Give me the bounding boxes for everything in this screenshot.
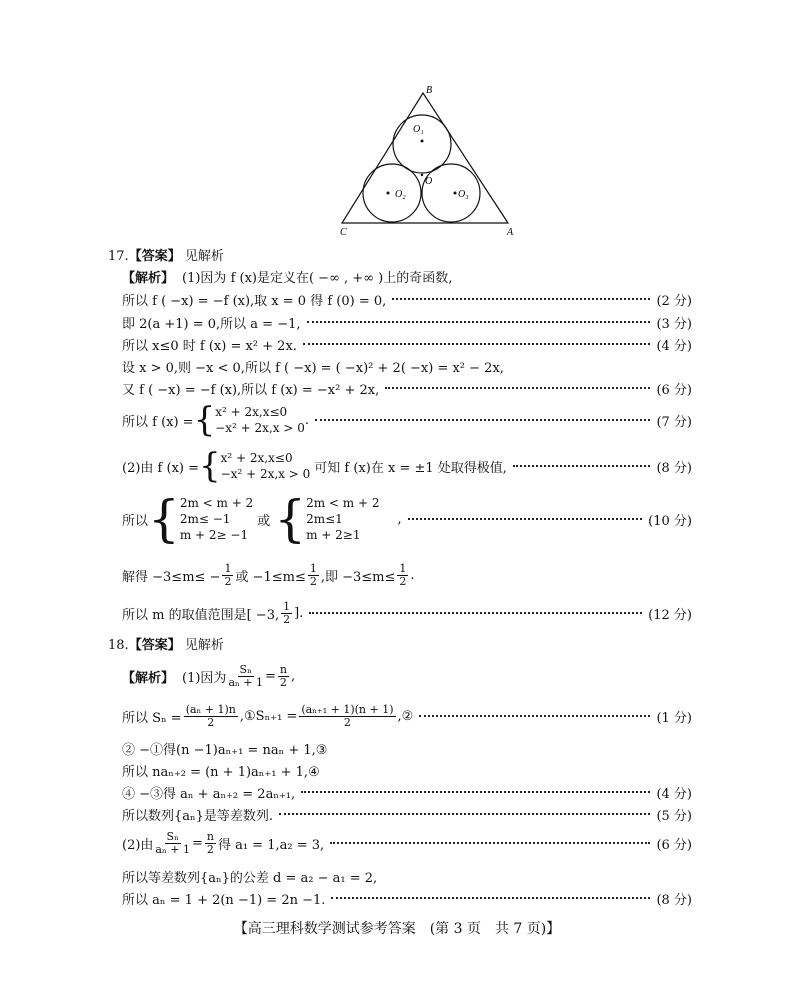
q18-score: (6 分) bbox=[656, 837, 692, 853]
left-brace: { bbox=[199, 446, 221, 486]
q17-score: (8 分) bbox=[656, 460, 692, 476]
q18-text: 所以 Sₙ = bbox=[122, 710, 182, 726]
dot-leader bbox=[309, 612, 642, 614]
q17-answer-tag: 【答案】 bbox=[128, 249, 181, 264]
fraction-num: n bbox=[206, 829, 214, 843]
q18-text: 得 a₁ = 1,a₂ = 3, bbox=[217, 837, 325, 853]
fraction-den: 2 bbox=[309, 574, 317, 588]
fraction-den: aₙ + 1 bbox=[228, 675, 263, 689]
q17-system-row: m + 2≥1 bbox=[306, 528, 361, 542]
q17-system bbox=[122, 490, 692, 548]
q17-system-row: 2m≤ −1 bbox=[179, 512, 231, 526]
fraction-den: 2 bbox=[283, 612, 291, 626]
q18-text: 所以 aₙ = 1 + 2(n −1) = 2n −1. bbox=[122, 892, 326, 908]
q17-line-1 bbox=[122, 266, 692, 286]
label-o: O bbox=[425, 176, 433, 187]
dot-leader bbox=[385, 387, 650, 389]
fraction-num: 1 bbox=[399, 561, 407, 575]
q17-part2-row: x² + 2x,x≤0 bbox=[220, 451, 293, 465]
left-brace: { bbox=[148, 490, 180, 548]
q18-text: ,①Sₙ₊₁ = bbox=[239, 708, 298, 724]
q17-solve-text: 解得 −3≤m≤ − bbox=[122, 569, 221, 585]
q18-line-2 bbox=[122, 700, 692, 732]
label-o1: O₁ bbox=[413, 124, 424, 135]
fraction bbox=[205, 831, 216, 856]
q17-text: 所以 x≤0 时 f (x) = x² + 2x. bbox=[122, 338, 297, 354]
q17-system-row: 2m < m + 2 bbox=[306, 496, 380, 510]
dot-leader bbox=[307, 321, 651, 323]
q18-score: (4 分) bbox=[656, 786, 692, 802]
q17-system-row: m + 2≥ −1 bbox=[179, 528, 249, 542]
dot-leader bbox=[419, 715, 650, 717]
q17-part2-row: −x² + 2x,x > 0 bbox=[220, 467, 311, 481]
q18-line-6 bbox=[122, 804, 692, 824]
fraction-den: 2 bbox=[343, 715, 351, 729]
fraction bbox=[397, 563, 408, 588]
dot-leader bbox=[301, 791, 650, 793]
q18-text: ,② bbox=[397, 708, 414, 724]
q17-score: (12 分) bbox=[648, 607, 692, 623]
q17-system-row: 2m≤1 bbox=[306, 512, 343, 526]
q17-line-5 bbox=[122, 356, 692, 376]
q18-text: 所以等差数列{aₙ}的公差 d = a₂ − a₁ = 2, bbox=[122, 870, 378, 886]
q17-solve-text: . bbox=[410, 567, 415, 583]
q18-line-7 bbox=[122, 866, 692, 886]
dot-leader bbox=[408, 518, 643, 520]
q18-text: 所以数列{aₙ}是等差数列. bbox=[122, 808, 274, 824]
dot-leader bbox=[303, 343, 651, 345]
q17-system-suffix: , bbox=[397, 511, 402, 527]
label-b: B bbox=[426, 85, 433, 96]
q17-system-or: 或 bbox=[257, 513, 271, 529]
triangle bbox=[342, 93, 508, 223]
q17-score: (2 分) bbox=[656, 293, 692, 309]
q18-analysis-tag: 【解析】 bbox=[122, 670, 175, 686]
q18-score: (5 分) bbox=[656, 808, 692, 824]
q18-line-8 bbox=[122, 888, 692, 908]
fraction-den: 2 bbox=[206, 842, 214, 856]
q17-answer-text: 见解析 bbox=[184, 249, 224, 264]
fraction bbox=[184, 704, 238, 729]
dot-leader bbox=[513, 465, 651, 467]
q17-number: 17. bbox=[108, 249, 129, 264]
q18-line-3 bbox=[122, 738, 692, 758]
fraction-num: n bbox=[279, 662, 287, 676]
fraction-num: 1 bbox=[309, 561, 317, 575]
dot-leader bbox=[279, 813, 650, 815]
q18-score: (1 分) bbox=[656, 710, 692, 726]
dot-leader bbox=[330, 842, 650, 844]
label-a: A bbox=[507, 227, 514, 238]
page-footer: 【高三理科数学测试参考答案 (第 3 页 共 7 页)】 bbox=[233, 921, 561, 937]
q17-line-4 bbox=[122, 334, 692, 354]
fraction bbox=[155, 831, 190, 856]
q17-score: (4 分) bbox=[656, 338, 692, 354]
q17-text: 所以 f ( −x) = −f (x),取 x = 0 得 f (0) = 0, bbox=[122, 293, 387, 309]
q17-part2 bbox=[122, 446, 692, 486]
q18-line-1 bbox=[122, 660, 692, 692]
q17-score: (3 分) bbox=[656, 316, 692, 332]
q17-solve-text: 或 −1≤m≤ bbox=[235, 569, 306, 585]
q17-text: 又 f ( −x) = −f (x),所以 f (x) = −x² + 2x, bbox=[122, 382, 380, 398]
dot-o3 bbox=[454, 192, 457, 195]
fraction-num: (aₙ₊₁ + 1)(n + 1) bbox=[301, 702, 394, 716]
q18-header bbox=[108, 634, 224, 653]
q17-score: (10 分) bbox=[648, 513, 692, 529]
label-o2: O₂ bbox=[395, 189, 406, 200]
q17-line-6 bbox=[122, 378, 692, 398]
q18-answer-text: 见解析 bbox=[184, 638, 224, 653]
q17-text: 设 x > 0,则 −x < 0,所以 f ( −x) = ( −x)² + 2( −x) = x² − 2x, bbox=[122, 360, 504, 376]
fraction-num: Sₙ bbox=[166, 829, 179, 843]
dot-leader bbox=[392, 298, 650, 300]
q18-text: (1)因为 bbox=[182, 670, 227, 686]
fraction-num: Sₙ bbox=[239, 662, 252, 676]
q17-text: (1)因为 f (x)是定义在( −∞ , +∞ )上的奇函数, bbox=[182, 270, 453, 286]
dot-o1 bbox=[421, 140, 424, 143]
fraction-den: aₙ + 1 bbox=[155, 842, 190, 856]
q17-line-3 bbox=[122, 312, 692, 332]
circle-o3 bbox=[422, 164, 480, 222]
q17-part2-rows bbox=[221, 450, 311, 482]
q17-score: (7 分) bbox=[656, 414, 692, 430]
q17-piecewise-prefix: 所以 f (x) = bbox=[122, 414, 194, 430]
q17-system-prefix: 所以 bbox=[122, 513, 149, 529]
q17-range bbox=[122, 598, 692, 628]
q17-part2-suffix: 可知 f (x)在 x = ±1 处取得极值, bbox=[314, 460, 507, 476]
q18-text: ④ −③得 aₙ + aₙ₊₂ = 2aₙ₊₁, bbox=[122, 786, 296, 802]
fraction-num: 1 bbox=[224, 561, 232, 575]
q18-line-4 bbox=[122, 760, 692, 780]
q17-piecewise-rows bbox=[215, 404, 305, 436]
label-c: C bbox=[340, 227, 347, 238]
q17-solve-text: ,即 −3≤m≤ bbox=[320, 569, 396, 585]
label-o3: O₃ bbox=[458, 189, 469, 200]
q17-range-text: ]. bbox=[294, 605, 304, 621]
fraction-den: 2 bbox=[399, 574, 407, 588]
q17-piecewise-row: x² + 2x,x≤0 bbox=[215, 405, 288, 419]
q17-piecewise-suffix: . bbox=[304, 412, 309, 428]
fraction bbox=[228, 664, 263, 689]
left-brace: { bbox=[274, 490, 307, 548]
dot-o bbox=[421, 174, 423, 176]
q18-text: = bbox=[191, 835, 203, 851]
fraction bbox=[222, 563, 233, 588]
q18-text: , bbox=[290, 668, 296, 684]
fraction bbox=[278, 664, 289, 689]
fraction bbox=[308, 563, 319, 588]
dot-leader bbox=[331, 897, 650, 899]
q17-header bbox=[108, 245, 224, 264]
q17-analysis-tag: 【解析】 bbox=[122, 270, 175, 286]
dot-leader bbox=[315, 419, 650, 421]
fraction-num: (aₙ + 1)n bbox=[185, 702, 236, 716]
q18-line-5 bbox=[122, 782, 692, 802]
q18-text: 所以 naₙ₊₂ = (n + 1)aₙ₊₁ + 1,④ bbox=[122, 764, 320, 780]
q18-text: (2)由 bbox=[122, 837, 154, 853]
q17-text: 即 2(a +1) = 0,所以 a = −1, bbox=[122, 316, 301, 332]
fraction-den: 2 bbox=[279, 675, 287, 689]
q18-text: = bbox=[264, 668, 276, 684]
q17-range-text: 所以 m 的取值范围是[ −3, bbox=[122, 607, 280, 623]
left-brace: { bbox=[193, 400, 216, 440]
q17-part2-prefix: (2)由 f (x) = bbox=[122, 460, 199, 476]
q17-system-a bbox=[180, 495, 253, 543]
q18-score: (8 分) bbox=[656, 892, 692, 908]
q17-piecewise bbox=[122, 400, 692, 440]
q17-piecewise-row: −x² + 2x,x > 0 bbox=[215, 421, 305, 435]
q18-part2 bbox=[122, 826, 692, 860]
fraction bbox=[299, 704, 395, 729]
triangle-circles-figure bbox=[325, 78, 525, 238]
q17-system-row: 2m < m + 2 bbox=[179, 496, 254, 510]
fraction bbox=[281, 601, 292, 626]
q18-text: ② −①得(n −1)aₙ₊₁ = naₙ + 1,③ bbox=[122, 742, 328, 758]
q17-line-2 bbox=[122, 289, 692, 309]
q17-score: (6 分) bbox=[656, 382, 692, 398]
fraction-den: 2 bbox=[207, 715, 215, 729]
q17-solve bbox=[122, 560, 692, 590]
q18-answer-tag: 【答案】 bbox=[128, 638, 181, 653]
q17-system-b bbox=[306, 495, 379, 543]
fraction-num: 1 bbox=[283, 599, 291, 613]
circle-o2 bbox=[363, 164, 421, 222]
q18-number: 18. bbox=[108, 638, 129, 653]
dot-o2 bbox=[387, 192, 390, 195]
fraction-den: 2 bbox=[224, 574, 232, 588]
